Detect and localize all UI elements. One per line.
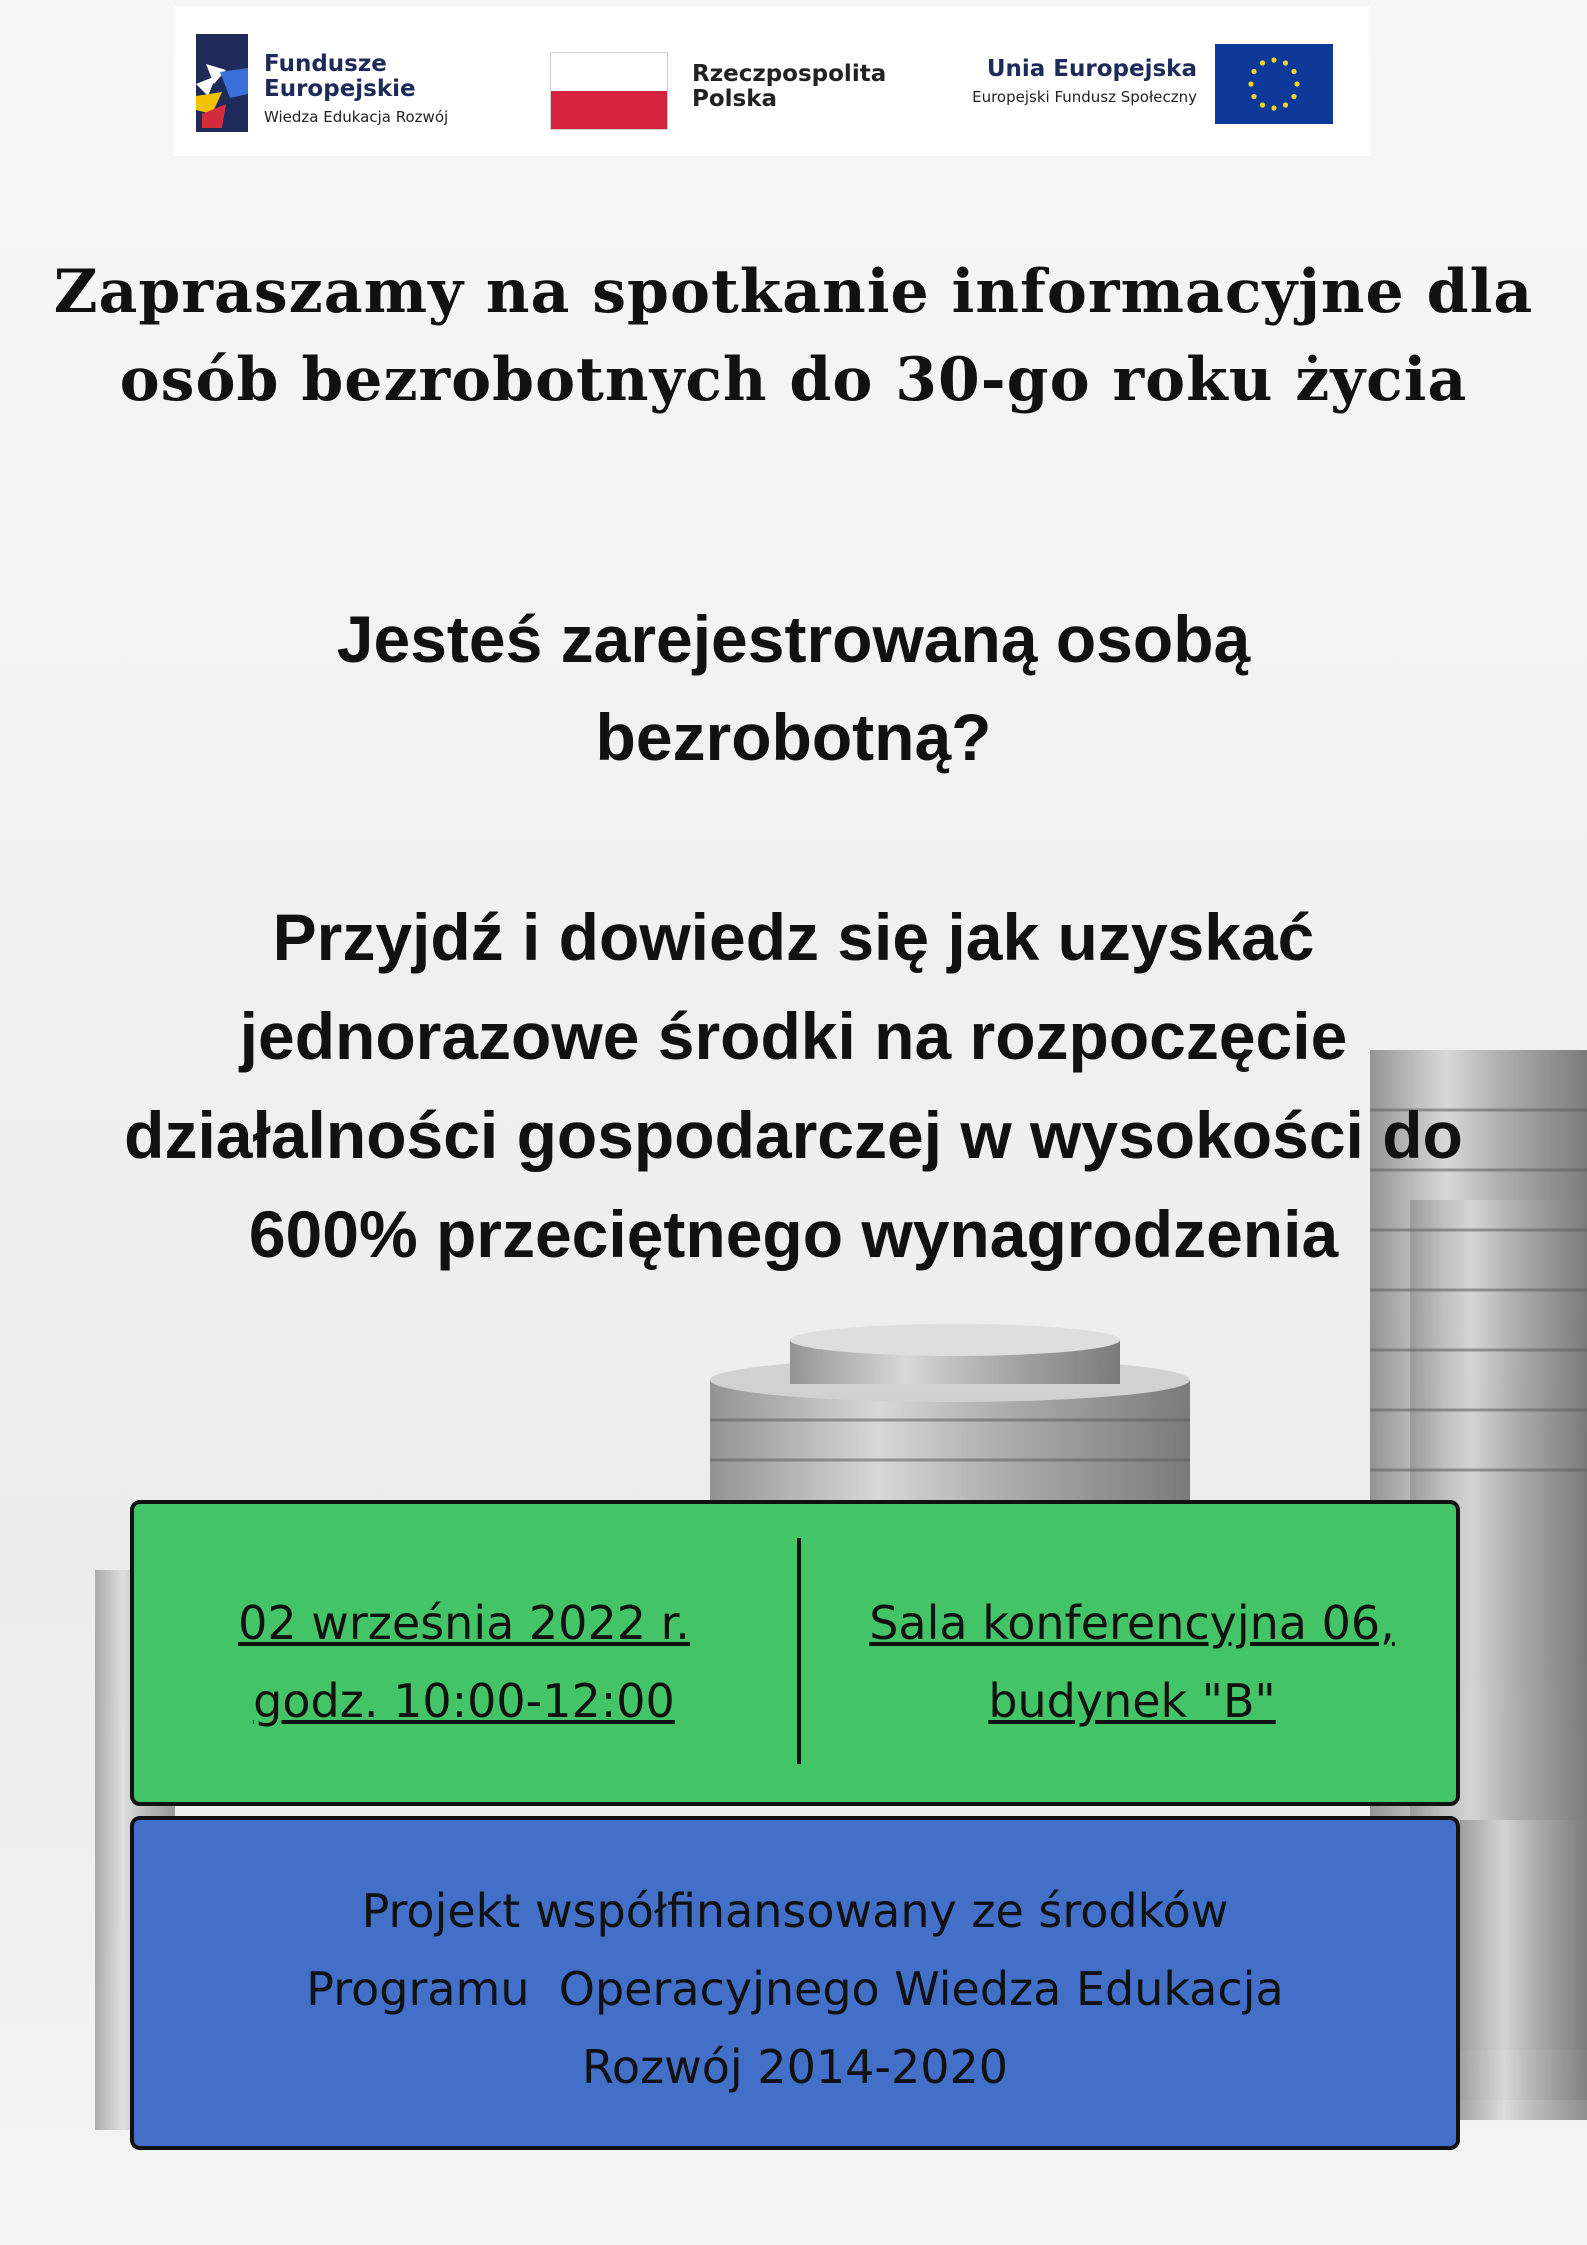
- info-line2: jednorazowe środki na rozpoczęcie: [239, 999, 1348, 1073]
- event-room: Sala konferencyjna 06,: [869, 1596, 1395, 1650]
- funding-line2: Programu Operacyjnego Wiedza Edukacja: [306, 1962, 1284, 2016]
- event-datetime: [134, 1584, 794, 1740]
- funding-line1: Projekt współfinansowany ze środków: [361, 1884, 1229, 1938]
- event-location: [804, 1584, 1460, 1740]
- funding-line3: Rozwój 2014-2020: [581, 2040, 1009, 2094]
- invitation-title: [0, 248, 1587, 424]
- fundusze-europejskie-icon: [196, 34, 248, 132]
- info-line3: działalności gospodarczej w wysokości do: [124, 1098, 1463, 1172]
- funding-text: [134, 1872, 1456, 2106]
- event-building: budynek "B": [988, 1674, 1276, 1728]
- ue-line1: Unia Europejska: [986, 56, 1197, 82]
- title-line2: osób bezrobotnych do 30-go roku życia: [119, 345, 1468, 415]
- question-line1: Jesteś zarejestrowaną osobą: [336, 602, 1251, 676]
- info-line1: Przyjdź i dowiedz się jak uzyskać: [272, 900, 1315, 974]
- rzeczpospolita-logo: [550, 44, 887, 124]
- funding-box: [130, 1816, 1460, 2150]
- fundusze-europejskie-logo: [196, 28, 466, 138]
- eu-flag-icon: [1215, 44, 1333, 124]
- event-date: 02 września 2022 r.: [238, 1596, 690, 1650]
- fe-line3: Wiedza Edukacja Rozwój: [264, 108, 449, 126]
- info-line4: 600% przeciętnego wynagrodzenia: [248, 1197, 1339, 1271]
- question-line2: bezrobotną?: [595, 700, 992, 774]
- rp-line1: Rzeczpospolita: [692, 61, 887, 87]
- ue-line2: Europejski Fundusz Społeczny: [972, 88, 1197, 106]
- event-time: godz. 10:00-12:00: [253, 1674, 675, 1728]
- polish-flag-icon: [550, 52, 668, 130]
- fe-line2: Europejskie: [264, 76, 416, 102]
- vertical-divider: [797, 1538, 801, 1764]
- question-heading: [160, 590, 1427, 786]
- rp-line2: Polska: [692, 86, 778, 112]
- unia-europejska-logo: [957, 44, 1357, 134]
- logo-bar: [174, 6, 1370, 156]
- title-line1: Zapraszamy na spotkanie informacyjne dla: [53, 257, 1534, 327]
- info-text: [0, 888, 1587, 1284]
- event-details-box: [130, 1500, 1460, 1806]
- fe-line1: Fundusze: [264, 51, 387, 77]
